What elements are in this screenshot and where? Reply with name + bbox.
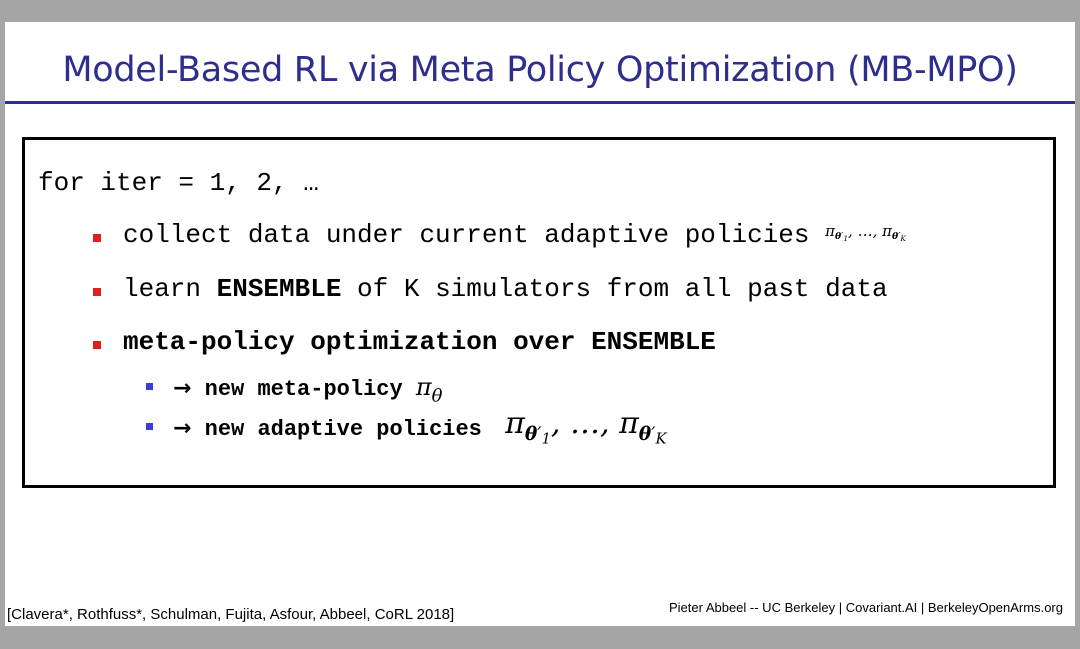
sub-new-meta-policy-text: new meta-policy: [204, 377, 403, 402]
slide: [5, 22, 1075, 626]
ensemble-keyword: ENSEMBLE: [216, 274, 342, 304]
policies-formula-large: $\pi_{\theta'_1}$, …, $\pi_{\theta'_K}$: [505, 406, 667, 448]
bullet-square-icon: [93, 341, 101, 349]
step-learn-suffix: of K simulators from all past data: [341, 274, 888, 304]
step-meta-policy-optimization: meta-policy optimization over ENSEMBLE: [123, 327, 716, 357]
bullet-square-icon: [93, 234, 101, 242]
arrow-right-icon: →: [173, 416, 192, 441]
citation: [Clavera*, Rothfuss*, Schulman, Fujita, Asfour, Abbeel, CoRL 2018]: [7, 606, 455, 623]
policies-formula-small: πθ′1, …, πθ′K: [825, 222, 906, 244]
sub-new-adaptive-text: new adaptive policies: [204, 417, 482, 442]
meta-policy-formula: $\pi_\theta$: [415, 373, 443, 407]
step-learn-prefix: learn: [123, 274, 217, 304]
step-collect-data: [123, 220, 906, 260]
loop-header: for iter = 1, 2, …: [38, 168, 319, 198]
step-collect-text: collect data under current adaptive policies: [123, 220, 810, 250]
sub-bullet-square-icon: [146, 423, 153, 430]
algorithm-box: [22, 137, 1056, 488]
bullet-square-icon: [93, 288, 101, 296]
sub-bullet-square-icon: [146, 383, 153, 390]
sub-new-meta-policy: [173, 373, 443, 410]
author-credit: Pieter Abbeel -- UC Berkeley | Covariant.AI | BerkeleyOpenArms.org: [668, 600, 1063, 615]
step-learn-ensemble: [123, 274, 888, 304]
arrow-right-icon: →: [173, 376, 192, 401]
title-underline: [5, 101, 1075, 104]
slide-title: Model-Based RL via Meta Policy Optimization (MB-MPO): [62, 50, 1018, 90]
sub-new-adaptive-policies: [173, 406, 667, 454]
